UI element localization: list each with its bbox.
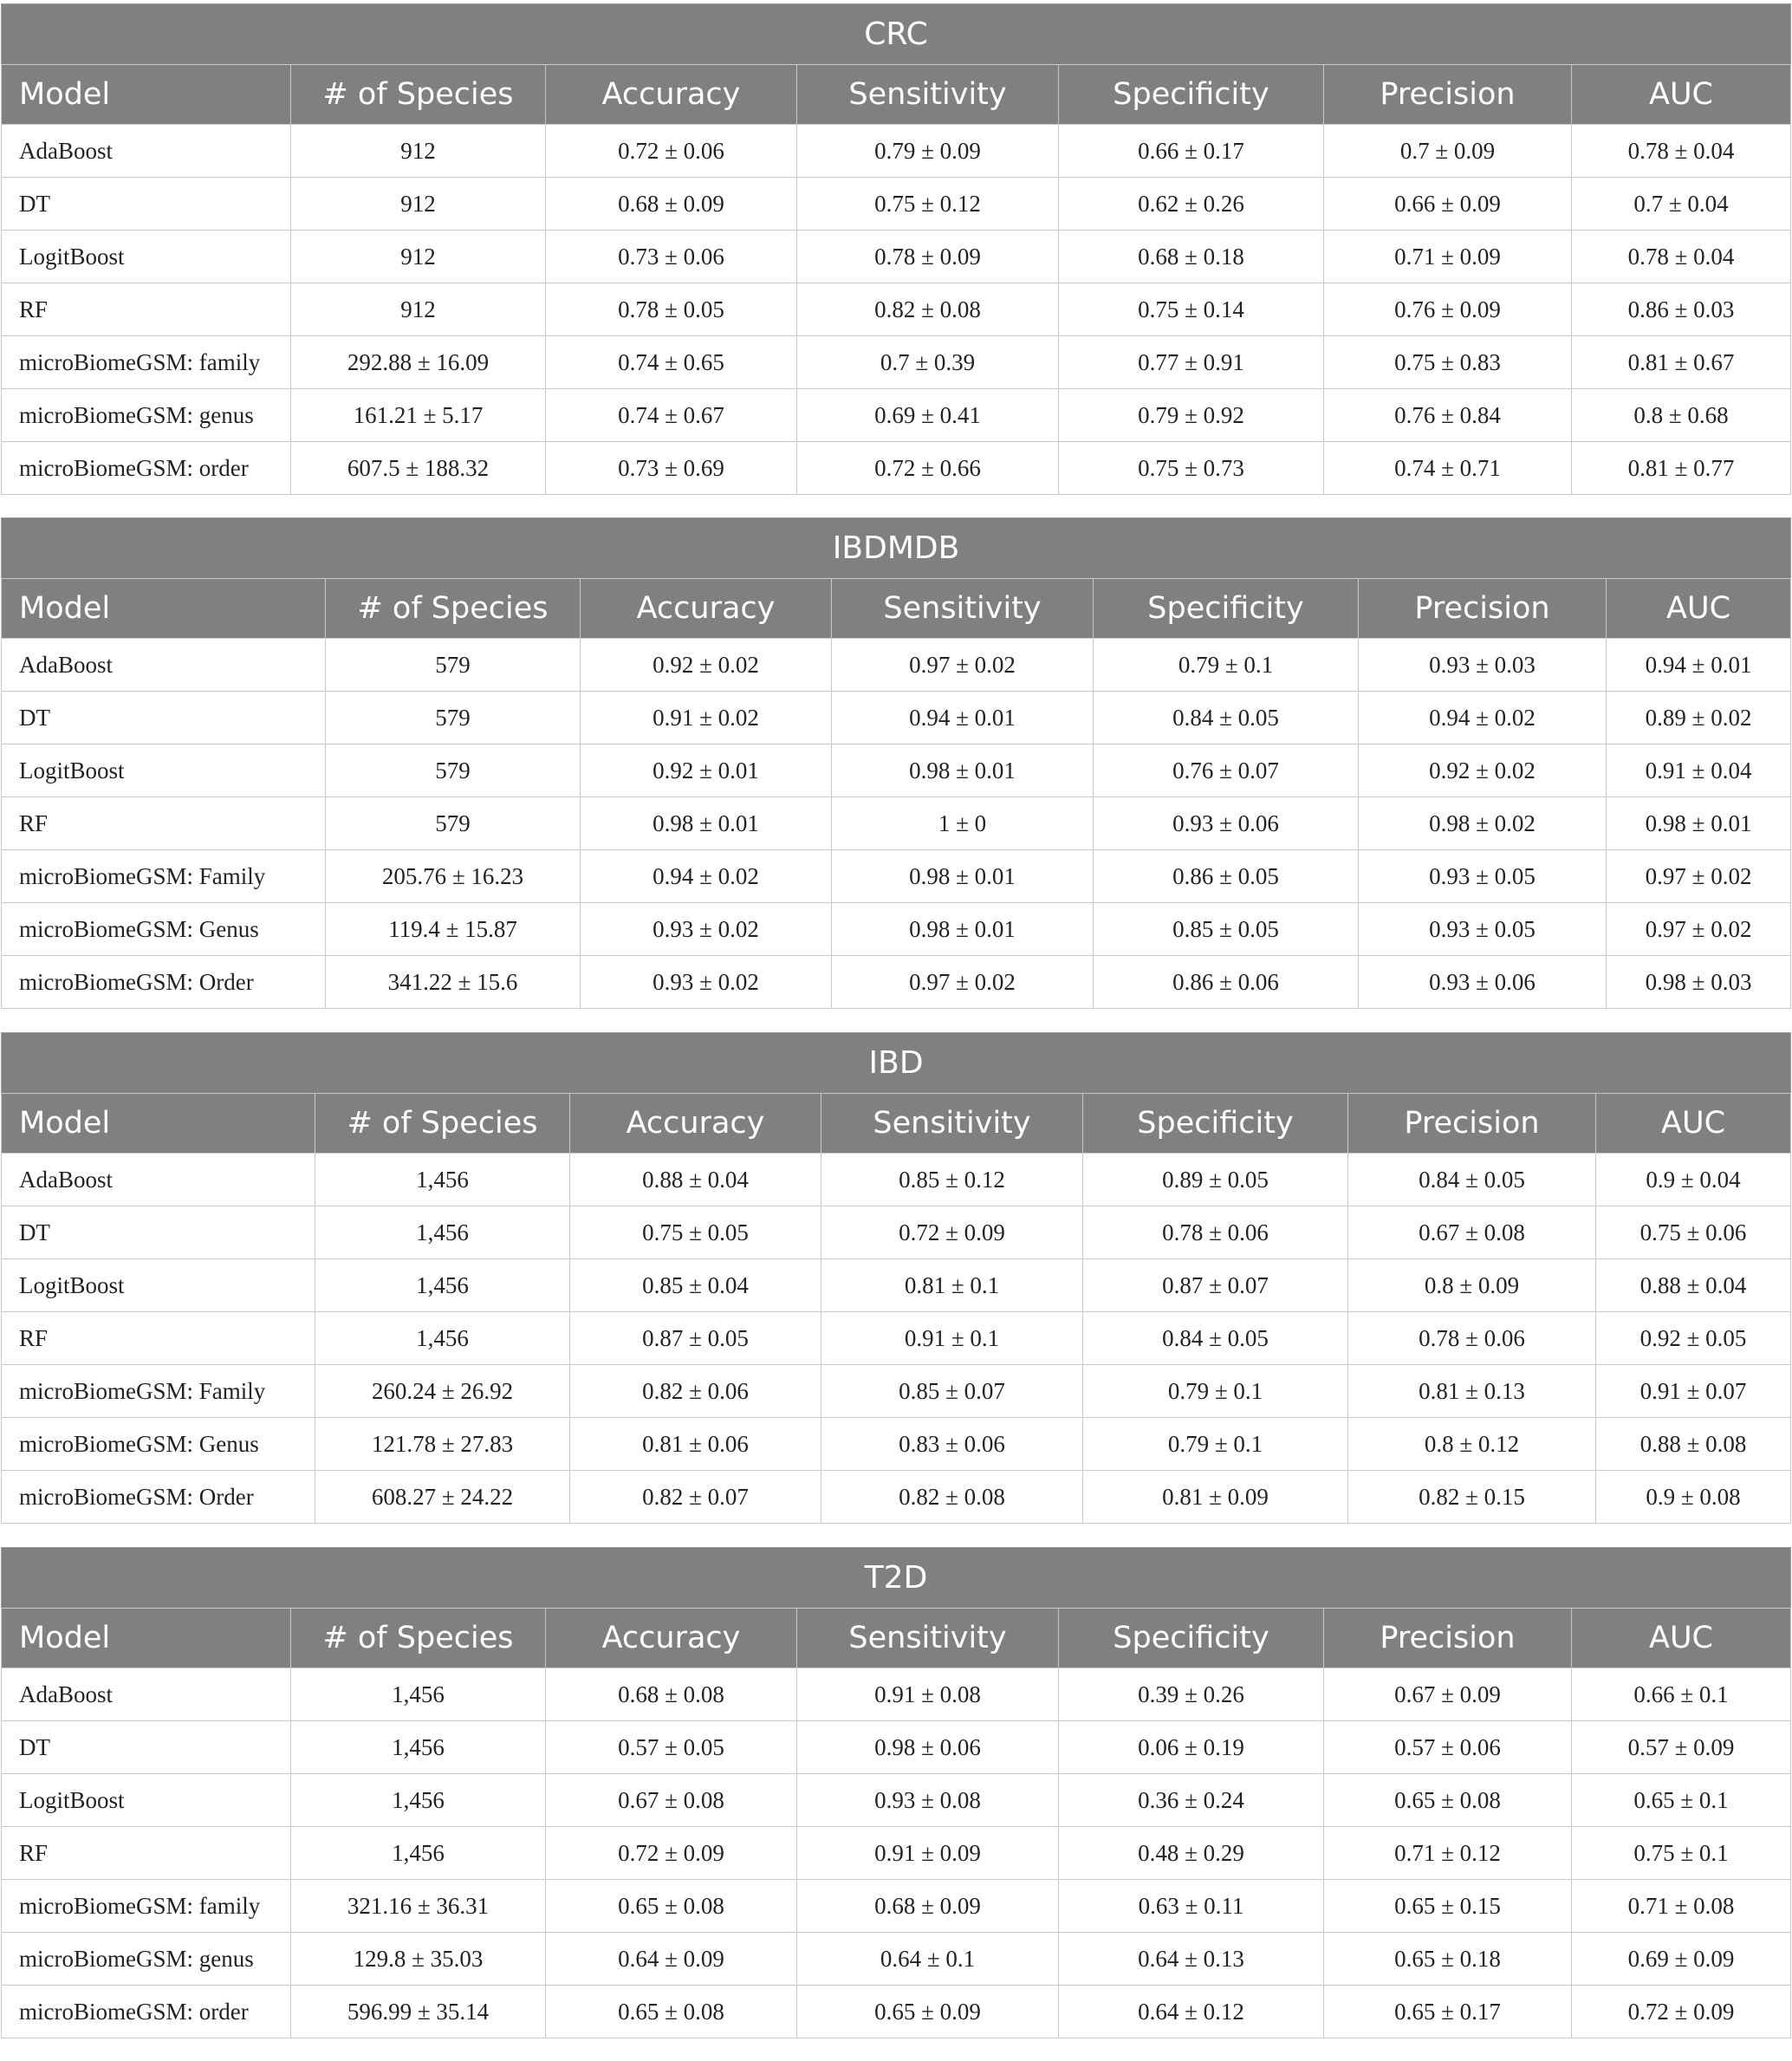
metric-cell: 0.8 ± 0.09: [1348, 1259, 1596, 1312]
metric-cell: 0.97 ± 0.02: [832, 639, 1094, 692]
metric-cell: 0.89 ± 0.02: [1607, 692, 1791, 744]
table-row: [2, 692, 1791, 744]
column-header: Accuracy: [581, 579, 832, 639]
metric-cell: 0.84 ± 0.05: [1348, 1154, 1596, 1206]
metric-cell: 0.98 ± 0.03: [1607, 956, 1791, 1009]
metric-cell: 129.8 ± 35.03: [291, 1933, 546, 1986]
column-header: # of Species: [326, 579, 581, 639]
metric-cell: 121.78 ± 27.83: [315, 1418, 570, 1471]
metric-cell: 0.79 ± 0.1: [1094, 639, 1359, 692]
metric-cell: 0.64 ± 0.1: [797, 1933, 1059, 1986]
metric-cell: 1,456: [315, 1312, 570, 1365]
metric-cell: 0.71 ± 0.08: [1572, 1880, 1791, 1933]
metric-cell: 0.67 ± 0.08: [546, 1774, 797, 1827]
metric-cell: 0.68 ± 0.09: [797, 1880, 1059, 1933]
model-name-cell: microBiomeGSM: order: [2, 442, 291, 495]
table-row: [2, 797, 1791, 850]
metric-cell: 260.24 ± 26.92: [315, 1365, 570, 1418]
metric-cell: 0.81 ± 0.09: [1083, 1471, 1348, 1524]
metric-cell: 579: [326, 639, 581, 692]
metric-cell: 0.8 ± 0.68: [1572, 389, 1791, 442]
metric-cell: 0.75 ± 0.73: [1059, 442, 1324, 495]
metric-cell: 0.76 ± 0.84: [1324, 389, 1572, 442]
metric-cell: 0.91 ± 0.08: [797, 1668, 1059, 1721]
metric-cell: 0.64 ± 0.12: [1059, 1986, 1324, 2038]
metric-cell: 0.89 ± 0.05: [1083, 1154, 1348, 1206]
model-name-cell: AdaBoost: [2, 1154, 315, 1206]
table-title: CRC: [2, 4, 1791, 65]
table-crc: [1, 3, 1791, 495]
metric-cell: 0.63 ± 0.11: [1059, 1880, 1324, 1933]
metric-cell: 0.98 ± 0.01: [1607, 797, 1791, 850]
column-header: Sensitivity: [797, 65, 1059, 125]
metric-cell: 912: [291, 178, 546, 231]
table-row: [2, 639, 1791, 692]
table-row: [2, 283, 1791, 336]
table-row: [2, 178, 1791, 231]
metric-cell: 0.87 ± 0.07: [1083, 1259, 1348, 1312]
metric-cell: 1,456: [291, 1668, 546, 1721]
metric-cell: 0.93 ± 0.03: [1359, 639, 1607, 692]
metric-cell: 0.78 ± 0.06: [1083, 1206, 1348, 1259]
metric-cell: 0.78 ± 0.09: [797, 231, 1059, 283]
metric-cell: 0.8 ± 0.12: [1348, 1418, 1596, 1471]
metric-cell: 579: [326, 744, 581, 797]
metric-cell: 0.65 ± 0.09: [797, 1986, 1059, 2038]
model-name-cell: AdaBoost: [2, 125, 291, 178]
metric-cell: 0.92 ± 0.01: [581, 744, 832, 797]
model-name-cell: AdaBoost: [2, 639, 326, 692]
table-row: [2, 956, 1791, 1009]
metric-cell: 0.39 ± 0.26: [1059, 1668, 1324, 1721]
table-row: [2, 231, 1791, 283]
table-row: [2, 1154, 1791, 1206]
metric-cell: 0.62 ± 0.26: [1059, 178, 1324, 231]
metric-cell: 0.78 ± 0.05: [546, 283, 797, 336]
model-name-cell: microBiomeGSM: family: [2, 336, 291, 389]
table-row: [2, 903, 1791, 956]
metric-cell: 0.86 ± 0.05: [1094, 850, 1359, 903]
metric-cell: 0.94 ± 0.02: [581, 850, 832, 903]
table-row: [2, 1365, 1791, 1418]
table-title: IBD: [2, 1033, 1791, 1094]
metric-cell: 0.79 ± 0.09: [797, 125, 1059, 178]
metric-cell: 0.94 ± 0.01: [1607, 639, 1791, 692]
header-row: [2, 65, 1791, 125]
metric-cell: 0.68 ± 0.08: [546, 1668, 797, 1721]
metric-cell: 0.64 ± 0.13: [1059, 1933, 1324, 1986]
metric-cell: 0.66 ± 0.09: [1324, 178, 1572, 231]
metric-cell: 0.85 ± 0.07: [821, 1365, 1083, 1418]
metric-cell: 0.66 ± 0.17: [1059, 125, 1324, 178]
metric-cell: 0.91 ± 0.04: [1607, 744, 1791, 797]
metric-cell: 0.93 ± 0.02: [581, 903, 832, 956]
model-name-cell: LogitBoost: [2, 231, 291, 283]
metric-cell: 0.66 ± 0.1: [1572, 1668, 1791, 1721]
table-row: [2, 744, 1791, 797]
model-name-cell: RF: [2, 797, 326, 850]
column-header: Specificity: [1059, 65, 1324, 125]
metric-cell: 0.94 ± 0.01: [832, 692, 1094, 744]
metric-cell: 0.86 ± 0.03: [1572, 283, 1791, 336]
model-name-cell: LogitBoost: [2, 1774, 291, 1827]
column-header: # of Species: [315, 1094, 570, 1154]
metric-cell: 0.93 ± 0.05: [1359, 903, 1607, 956]
column-header: AUC: [1572, 1609, 1791, 1668]
metric-cell: 0.71 ± 0.12: [1324, 1827, 1572, 1880]
metric-cell: 321.16 ± 36.31: [291, 1880, 546, 1933]
metric-cell: 0.86 ± 0.06: [1094, 956, 1359, 1009]
metric-cell: 0.74 ± 0.67: [546, 389, 797, 442]
metric-cell: 0.88 ± 0.04: [570, 1154, 821, 1206]
table-row: [2, 389, 1791, 442]
metric-cell: 0.7 ± 0.39: [797, 336, 1059, 389]
metric-cell: 0.98 ± 0.01: [832, 903, 1094, 956]
metric-cell: 608.27 ± 24.22: [315, 1471, 570, 1524]
column-header: # of Species: [291, 65, 546, 125]
metric-cell: 0.73 ± 0.69: [546, 442, 797, 495]
metric-cell: 1,456: [291, 1774, 546, 1827]
metric-cell: 0.57 ± 0.09: [1572, 1721, 1791, 1774]
column-header: Sensitivity: [821, 1094, 1083, 1154]
metric-cell: 0.93 ± 0.05: [1359, 850, 1607, 903]
metric-cell: 0.69 ± 0.41: [797, 389, 1059, 442]
metric-cell: 0.68 ± 0.09: [546, 178, 797, 231]
metric-cell: 0.85 ± 0.12: [821, 1154, 1083, 1206]
metric-cell: 0.72 ± 0.09: [546, 1827, 797, 1880]
metric-cell: 0.97 ± 0.02: [1607, 850, 1791, 903]
metric-cell: 0.92 ± 0.05: [1596, 1312, 1791, 1365]
metric-cell: 0.74 ± 0.71: [1324, 442, 1572, 495]
header-row: [2, 1094, 1791, 1154]
metric-cell: 0.65 ± 0.08: [1324, 1774, 1572, 1827]
table-ibdmdb: [1, 517, 1791, 1009]
metric-cell: 1,456: [315, 1154, 570, 1206]
model-name-cell: RF: [2, 1312, 315, 1365]
metric-cell: 0.72 ± 0.09: [1572, 1986, 1791, 2038]
metric-cell: 0.67 ± 0.08: [1348, 1206, 1596, 1259]
table-title: IBDMDB: [2, 518, 1791, 579]
table-title: T2D: [2, 1548, 1791, 1609]
metric-cell: 0.75 ± 0.14: [1059, 283, 1324, 336]
column-header: Specificity: [1059, 1609, 1324, 1668]
metric-cell: 0.78 ± 0.04: [1572, 125, 1791, 178]
metric-cell: 0.98 ± 0.01: [581, 797, 832, 850]
metric-cell: 0.65 ± 0.15: [1324, 1880, 1572, 1933]
metric-cell: 292.88 ± 16.09: [291, 336, 546, 389]
table-row: [2, 336, 1791, 389]
metric-cell: 0.78 ± 0.06: [1348, 1312, 1596, 1365]
metric-cell: 596.99 ± 35.14: [291, 1986, 546, 2038]
metric-cell: 0.81 ± 0.1: [821, 1259, 1083, 1312]
metric-cell: 0.84 ± 0.05: [1094, 692, 1359, 744]
model-name-cell: microBiomeGSM: Family: [2, 1365, 315, 1418]
metric-cell: 0.75 ± 0.1: [1572, 1827, 1791, 1880]
metric-cell: 0.93 ± 0.06: [1094, 797, 1359, 850]
metric-cell: 0.71 ± 0.09: [1324, 231, 1572, 283]
metric-cell: 0.72 ± 0.06: [546, 125, 797, 178]
table-row: [2, 850, 1791, 903]
metric-cell: 0.68 ± 0.18: [1059, 231, 1324, 283]
column-header: Sensitivity: [832, 579, 1094, 639]
header-row: [2, 579, 1791, 639]
metric-cell: 0.9 ± 0.08: [1596, 1471, 1791, 1524]
metric-cell: 0.57 ± 0.05: [546, 1721, 797, 1774]
metric-cell: 0.87 ± 0.05: [570, 1312, 821, 1365]
metric-cell: 0.97 ± 0.02: [832, 956, 1094, 1009]
metric-cell: 0.94 ± 0.02: [1359, 692, 1607, 744]
metric-cell: 0.85 ± 0.04: [570, 1259, 821, 1312]
model-name-cell: DT: [2, 1721, 291, 1774]
metric-cell: 0.65 ± 0.08: [546, 1986, 797, 2038]
metric-cell: 579: [326, 692, 581, 744]
metric-cell: 0.81 ± 0.77: [1572, 442, 1791, 495]
metric-cell: 0.98 ± 0.06: [797, 1721, 1059, 1774]
metric-cell: 205.76 ± 16.23: [326, 850, 581, 903]
model-name-cell: DT: [2, 178, 291, 231]
model-name-cell: DT: [2, 1206, 315, 1259]
metric-cell: 0.75 ± 0.83: [1324, 336, 1572, 389]
column-header: Model: [2, 1094, 315, 1154]
metric-cell: 0.84 ± 0.05: [1083, 1312, 1348, 1365]
header-row: [2, 1609, 1791, 1668]
metric-cell: 0.06 ± 0.19: [1059, 1721, 1324, 1774]
metric-cell: 0.79 ± 0.1: [1083, 1418, 1348, 1471]
metric-cell: 0.79 ± 0.1: [1083, 1365, 1348, 1418]
metric-cell: 0.98 ± 0.02: [1359, 797, 1607, 850]
metric-cell: 0.97 ± 0.02: [1607, 903, 1791, 956]
column-header: Accuracy: [546, 1609, 797, 1668]
metric-cell: 0.83 ± 0.06: [821, 1418, 1083, 1471]
metric-cell: 0.98 ± 0.01: [832, 744, 1094, 797]
model-name-cell: microBiomeGSM: family: [2, 1880, 291, 1933]
metric-cell: 0.98 ± 0.01: [832, 850, 1094, 903]
column-header: Specificity: [1094, 579, 1359, 639]
column-header: Model: [2, 65, 291, 125]
metric-cell: 0.88 ± 0.08: [1596, 1418, 1791, 1471]
metric-cell: 341.22 ± 15.6: [326, 956, 581, 1009]
metric-cell: 0.82 ± 0.07: [570, 1471, 821, 1524]
metric-cell: 0.75 ± 0.05: [570, 1206, 821, 1259]
metric-cell: 0.57 ± 0.06: [1324, 1721, 1572, 1774]
column-header: Precision: [1348, 1094, 1596, 1154]
metric-cell: 0.93 ± 0.02: [581, 956, 832, 1009]
metric-cell: 0.76 ± 0.07: [1094, 744, 1359, 797]
metric-cell: 0.65 ± 0.08: [546, 1880, 797, 1933]
metric-cell: 0.82 ± 0.08: [797, 283, 1059, 336]
metric-cell: 0.72 ± 0.09: [821, 1206, 1083, 1259]
table-row: [2, 1418, 1791, 1471]
column-header: Specificity: [1083, 1094, 1348, 1154]
metric-cell: 1,456: [315, 1206, 570, 1259]
metric-cell: 0.64 ± 0.09: [546, 1933, 797, 1986]
model-name-cell: RF: [2, 1827, 291, 1880]
model-name-cell: microBiomeGSM: Genus: [2, 1418, 315, 1471]
metric-cell: 579: [326, 797, 581, 850]
metric-cell: 0.65 ± 0.1: [1572, 1774, 1791, 1827]
table-row: [2, 125, 1791, 178]
metric-cell: 0.48 ± 0.29: [1059, 1827, 1324, 1880]
metric-cell: 0.74 ± 0.65: [546, 336, 797, 389]
metric-cell: 0.91 ± 0.02: [581, 692, 832, 744]
column-header: AUC: [1607, 579, 1791, 639]
metric-cell: 0.81 ± 0.67: [1572, 336, 1791, 389]
metric-cell: 0.82 ± 0.06: [570, 1365, 821, 1418]
metric-cell: 0.77 ± 0.91: [1059, 336, 1324, 389]
table-row: [2, 442, 1791, 495]
model-name-cell: LogitBoost: [2, 1259, 315, 1312]
metric-cell: 161.21 ± 5.17: [291, 389, 546, 442]
metric-cell: 0.73 ± 0.06: [546, 231, 797, 283]
metric-cell: 0.91 ± 0.1: [821, 1312, 1083, 1365]
model-name-cell: DT: [2, 692, 326, 744]
metric-cell: 0.72 ± 0.66: [797, 442, 1059, 495]
metric-cell: 0.65 ± 0.17: [1324, 1986, 1572, 2038]
table-row: [2, 1259, 1791, 1312]
table-row: [2, 1721, 1791, 1774]
column-header: Sensitivity: [797, 1609, 1059, 1668]
metric-cell: 0.88 ± 0.04: [1596, 1259, 1791, 1312]
metric-cell: 119.4 ± 15.87: [326, 903, 581, 956]
table-row: [2, 1933, 1791, 1986]
metric-cell: 0.7 ± 0.09: [1324, 125, 1572, 178]
column-header: Model: [2, 579, 326, 639]
table-row: [2, 1880, 1791, 1933]
table-row: [2, 1471, 1791, 1524]
table-t2d: [1, 1547, 1791, 2038]
column-header: AUC: [1596, 1094, 1791, 1154]
metric-cell: 1,456: [315, 1259, 570, 1312]
metric-cell: 0.9 ± 0.04: [1596, 1154, 1791, 1206]
column-header: AUC: [1572, 65, 1791, 125]
metric-cell: 0.69 ± 0.09: [1572, 1933, 1791, 1986]
model-name-cell: microBiomeGSM: Family: [2, 850, 326, 903]
column-header: Precision: [1359, 579, 1607, 639]
column-header: Precision: [1324, 65, 1572, 125]
metric-cell: 0.92 ± 0.02: [1359, 744, 1607, 797]
model-name-cell: microBiomeGSM: Genus: [2, 903, 326, 956]
metric-cell: 912: [291, 125, 546, 178]
column-header: Model: [2, 1609, 291, 1668]
model-name-cell: microBiomeGSM: genus: [2, 389, 291, 442]
metric-cell: 0.76 ± 0.09: [1324, 283, 1572, 336]
column-header: Accuracy: [546, 65, 797, 125]
model-name-cell: LogitBoost: [2, 744, 326, 797]
table-ibd: [1, 1032, 1791, 1524]
metric-cell: 0.82 ± 0.08: [821, 1471, 1083, 1524]
table-row: [2, 1986, 1791, 2038]
metric-cell: 607.5 ± 188.32: [291, 442, 546, 495]
metric-cell: 0.67 ± 0.09: [1324, 1668, 1572, 1721]
metric-cell: 0.91 ± 0.09: [797, 1827, 1059, 1880]
model-name-cell: microBiomeGSM: order: [2, 1986, 291, 2038]
metric-cell: 0.36 ± 0.24: [1059, 1774, 1324, 1827]
metric-cell: 0.75 ± 0.12: [797, 178, 1059, 231]
model-name-cell: microBiomeGSM: genus: [2, 1933, 291, 1986]
column-header: Accuracy: [570, 1094, 821, 1154]
table-row: [2, 1312, 1791, 1365]
metric-cell: 0.81 ± 0.06: [570, 1418, 821, 1471]
metric-cell: 0.85 ± 0.05: [1094, 903, 1359, 956]
model-name-cell: AdaBoost: [2, 1668, 291, 1721]
model-name-cell: microBiomeGSM: Order: [2, 1471, 315, 1524]
metric-cell: 0.93 ± 0.08: [797, 1774, 1059, 1827]
metric-cell: 1,456: [291, 1827, 546, 1880]
model-name-cell: microBiomeGSM: Order: [2, 956, 326, 1009]
metric-cell: 1,456: [291, 1721, 546, 1774]
metric-cell: 0.81 ± 0.13: [1348, 1365, 1596, 1418]
metric-cell: 0.93 ± 0.06: [1359, 956, 1607, 1009]
metric-cell: 0.75 ± 0.06: [1596, 1206, 1791, 1259]
column-header: Precision: [1324, 1609, 1572, 1668]
column-header: # of Species: [291, 1609, 546, 1668]
table-row: [2, 1206, 1791, 1259]
metric-cell: 0.92 ± 0.02: [581, 639, 832, 692]
metric-cell: 0.7 ± 0.04: [1572, 178, 1791, 231]
table-row: [2, 1827, 1791, 1880]
metric-cell: 1 ± 0: [832, 797, 1094, 850]
metric-cell: 912: [291, 283, 546, 336]
table-row: [2, 1774, 1791, 1827]
table-row: [2, 1668, 1791, 1721]
metric-cell: 0.79 ± 0.92: [1059, 389, 1324, 442]
metric-cell: 0.82 ± 0.15: [1348, 1471, 1596, 1524]
metric-cell: 0.91 ± 0.07: [1596, 1365, 1791, 1418]
metric-cell: 912: [291, 231, 546, 283]
metric-cell: 0.78 ± 0.04: [1572, 231, 1791, 283]
metric-cell: 0.65 ± 0.18: [1324, 1933, 1572, 1986]
model-name-cell: RF: [2, 283, 291, 336]
